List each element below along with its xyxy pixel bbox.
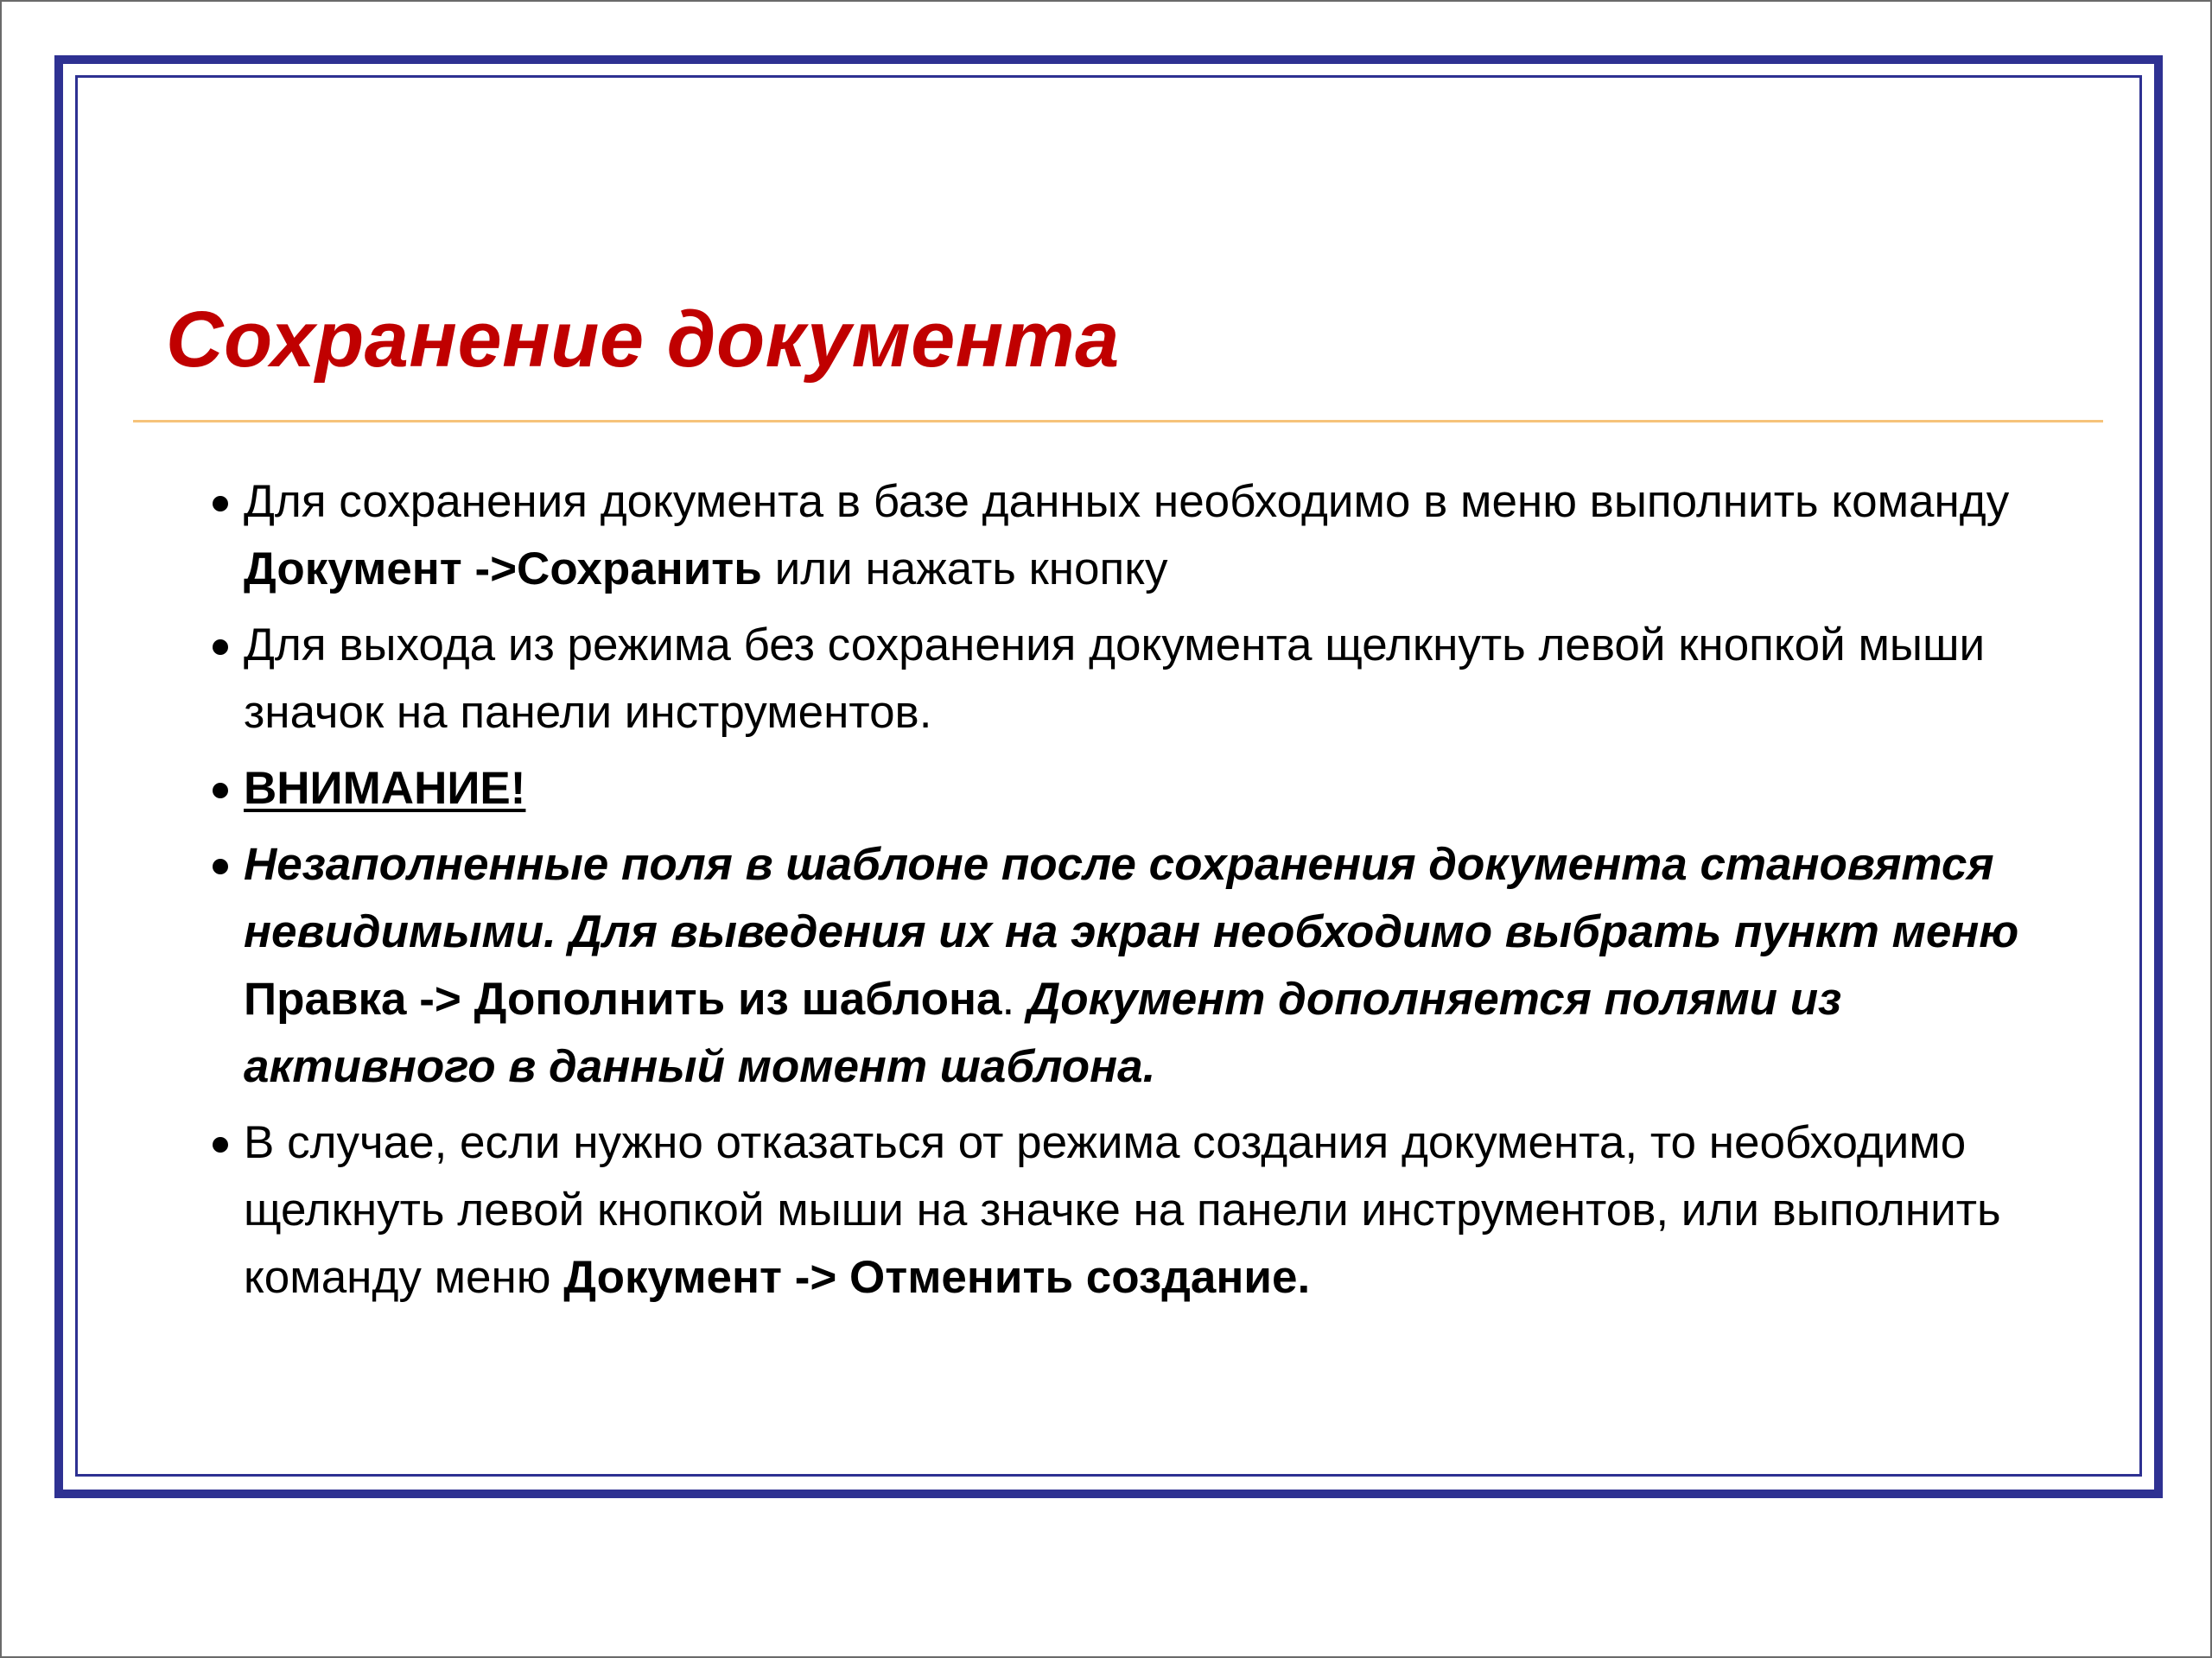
bullet-empty-fields bbox=[209, 831, 2093, 1101]
slide-title: Сохранение документа bbox=[166, 295, 1120, 384]
bullet-italic-text: Незаполненные поля в шаблоне после сохранения документа становятся невидимыми. Для выведения их на экран необходимо выбрать пункт меню bbox=[244, 839, 2019, 957]
bullet-text: В случае, если нужно отказаться от режима создания документа, то необходимо щелкнуть левой кнопкой мыши на значке на панели инструментов, или выполнить команду меню bbox=[244, 1117, 2001, 1303]
bullet-text: Для сохранения документа в базе данных необходимо в меню выполнить команду bbox=[244, 476, 2010, 527]
warning-label: ВНИМАНИЕ! bbox=[244, 763, 526, 814]
bullet-list bbox=[209, 468, 2093, 1320]
menu-command-cancel-creation: Документ -> Отменить создание. bbox=[563, 1252, 1311, 1303]
menu-command-save: Документ ->Сохранить bbox=[244, 543, 762, 594]
title-divider bbox=[133, 420, 2103, 422]
bullet-warning bbox=[209, 755, 2093, 823]
bullet-cancel-creation bbox=[209, 1109, 2093, 1312]
menu-command-fill-from-template: Правка -> Дополнить из шаблона bbox=[244, 974, 1002, 1025]
bullet-italic-text: Документ дополняется полями из активного в данный момент шаблона. bbox=[244, 974, 1842, 1092]
bullet-save-command bbox=[209, 468, 2093, 603]
bullet-text: . bbox=[1001, 974, 1027, 1025]
bullet-exit-without-save bbox=[209, 612, 2093, 746]
bullet-text: Для выхода из режима без сохранения документа щелкнуть левой кнопкой мыши значок на панели инструментов. bbox=[244, 619, 1986, 738]
bullet-text: или нажать кнопку bbox=[761, 543, 1168, 594]
